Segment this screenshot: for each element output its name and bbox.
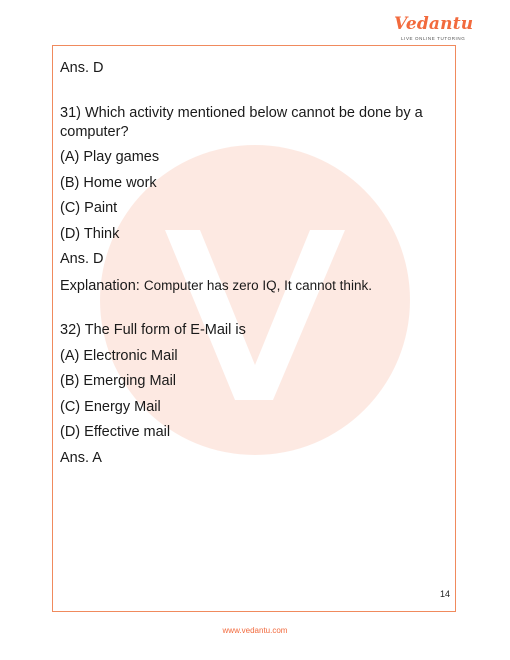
footer-link[interactable]: www.vedantu.com: [222, 626, 288, 635]
explanation-label: Explanation:: [60, 277, 140, 294]
q32-option-b: (B) Emerging Mail: [60, 373, 177, 389]
q32-option-c: (C) Energy Mail: [60, 398, 161, 415]
q31-option-d: (D) Think: [60, 225, 120, 242]
q32-answer: Ans. A: [60, 449, 102, 466]
prev-answer: Ans. D: [60, 60, 104, 76]
page-number: 14: [440, 589, 451, 599]
question-32: 32) The Full form of E-Mail is: [60, 322, 246, 338]
q31-option-b: (B) Home work: [60, 174, 157, 191]
q31-answer: Ans. D: [60, 251, 104, 267]
question-31: 31) Which activity mentioned below cannot be done by a computer?: [60, 104, 423, 140]
q32-option-a: (A) Electronic Mail: [60, 347, 178, 364]
q31-option-c: (C) Paint: [60, 200, 118, 216]
q32-option-d: (D) Effective mail: [60, 424, 171, 440]
explanation-text: Computer has zero IQ, It cannot think.: [143, 277, 372, 293]
q31-option-a: (A) Play games: [60, 149, 160, 165]
vedantu-logo: [368, 14, 474, 44]
document-body: [60, 59, 438, 474]
logo-tagline: LIVE ONLINE TUTORING: [401, 36, 466, 41]
logo-wordmark: Vedantu: [394, 14, 474, 34]
q31-explanation: [60, 276, 438, 296]
